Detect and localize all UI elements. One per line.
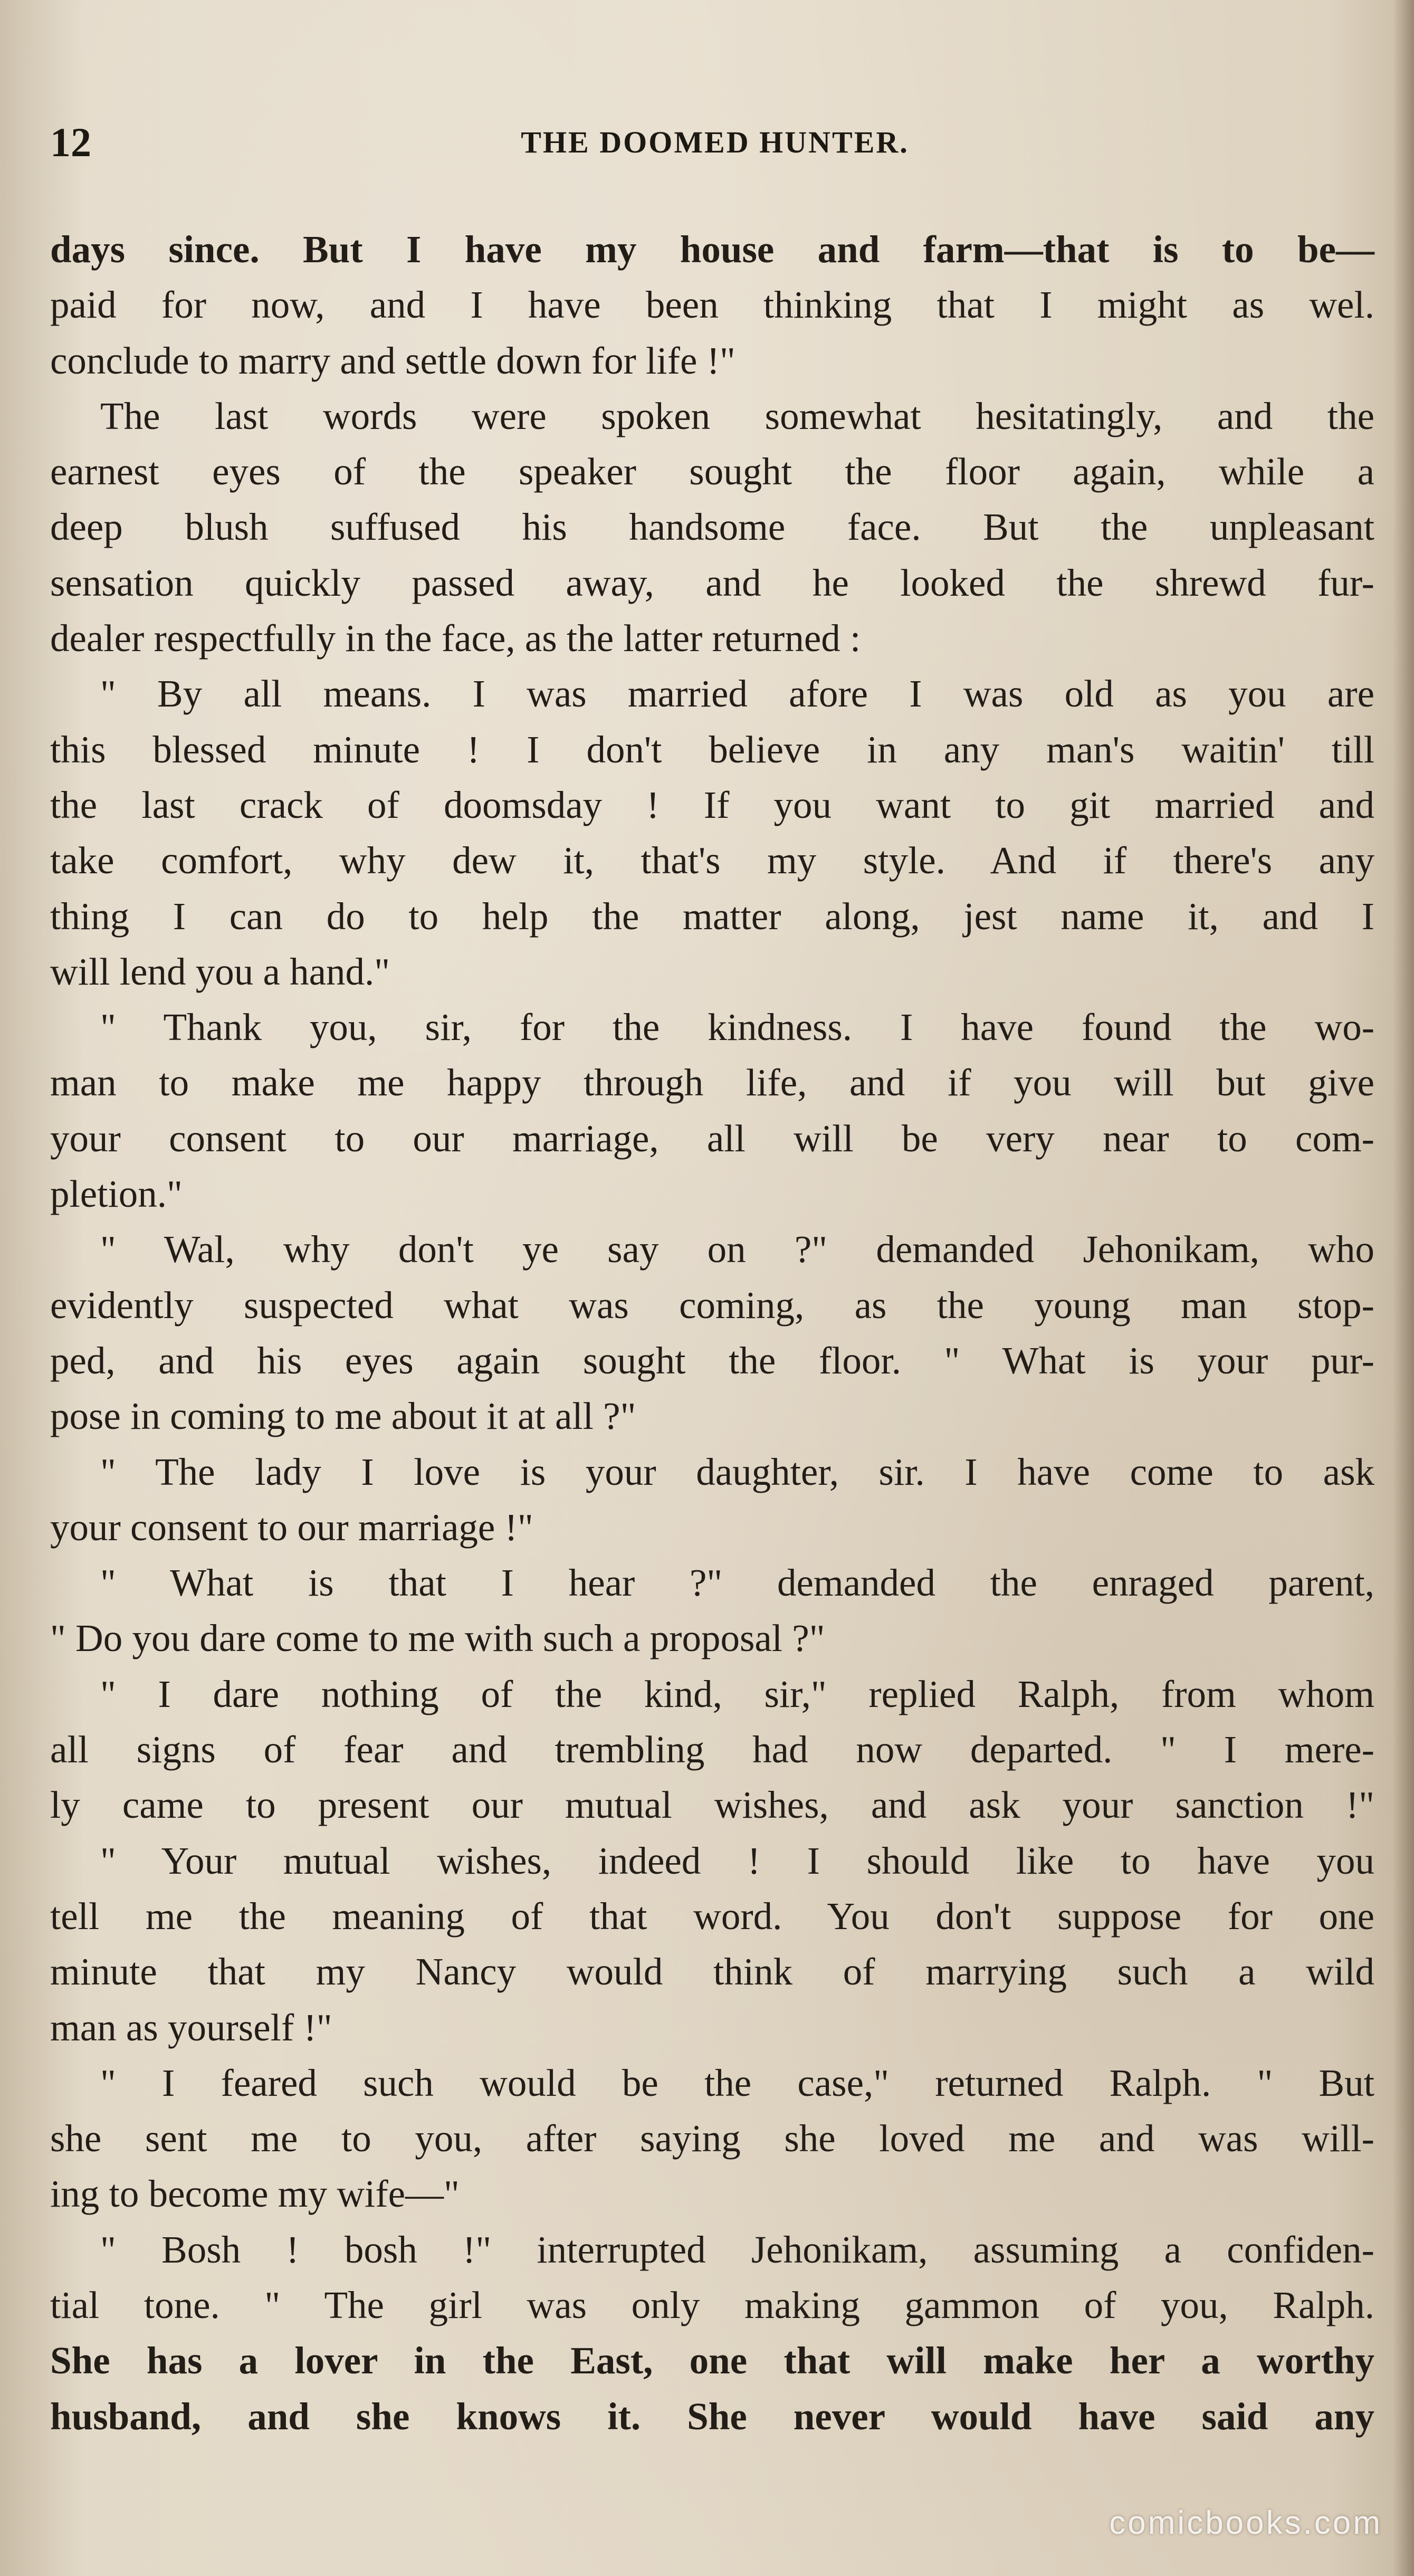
text-line: take comfort, why dew it, that's my style. And if there's any [50, 839, 1374, 882]
text-line: thing I can do to help the matter along, jest name it, and I [50, 894, 1374, 938]
text-line: pose in coming to me about it at all ?" [50, 1395, 636, 1438]
text-line: minute that my Nancy would think of marrying such a wild [50, 1950, 1374, 1993]
text-line: tial tone. " The girl was only making gammon of you, Ralph. [50, 2283, 1374, 2326]
text-line: " The lady I love is your daughter, sir. I have come to ask [100, 1450, 1374, 1493]
watermark: comicbooks.com [1109, 2505, 1382, 2541]
text-line: " Wal, why don't ye say on ?" demanded Jehonikam, who [100, 1228, 1374, 1271]
text-line: will lend you a hand." [50, 950, 390, 993]
text-line: " Thank you, sir, for the kindness. I have found the wo- [100, 1006, 1374, 1049]
text-line: ing to become my wife—" [50, 2172, 460, 2216]
text-line: sensation quickly passed away, and he looked the shrewd fur- [50, 561, 1374, 604]
text-line: all signs of fear and trembling had now departed. " I mere- [50, 1728, 1374, 1771]
text-line: " Bosh ! bosh !" interrupted Jehonikam, assuming a confiden- [100, 2228, 1374, 2271]
text-line: deep blush suffused his handsome face. But the unpleasant [50, 505, 1374, 549]
text-line: man as yourself !" [50, 2006, 332, 2049]
text-line: " I feared such would be the case," returned Ralph. " But [100, 2061, 1374, 2104]
text-line: this blessed minute ! I don't believe in any man's waitin' till [50, 728, 1374, 771]
text-line: she sent me to you, after saying she loved me and was will- [50, 2117, 1374, 2160]
text-line: pletion." [50, 1172, 183, 1216]
page-header [50, 113, 1380, 171]
text-line: " What is that I hear ?" demanded the enraged parent, [100, 1561, 1374, 1605]
text-line: paid for now, and I have been thinking that I might as wel. [50, 283, 1374, 327]
text-line: evidently suspected what was coming, as the young man stop- [50, 1283, 1374, 1327]
text-line: the last crack of doomsday ! If you want to git married and [50, 783, 1374, 826]
page-edge-shadow [1393, 0, 1414, 2576]
text-line: " I dare nothing of the kind, sir," replied Ralph, from whom [100, 1672, 1374, 1715]
text-line: dealer respectfully in the face, as the latter returned : [50, 617, 861, 660]
text-line: tell me the meaning of that word. You don't suppose for one [50, 1894, 1374, 1938]
text-line: earnest eyes of the speaker sought the floor again, while a [50, 450, 1374, 493]
text-line: " By all means. I was married afore I was old as you are [100, 672, 1374, 715]
text-line: The last words were spoken somewhat hesitatingly, and the [100, 394, 1374, 437]
text-line: ped, and his eyes again sought the floor. " What is your pur- [50, 1339, 1374, 1382]
running-title: THE DOOMED HUNTER. [521, 125, 909, 159]
text-line: your consent to our marriage, all will be very near to com- [50, 1117, 1374, 1160]
text-line: " Do you dare come to me with such a proposal ?" [50, 1617, 825, 1660]
text-line: " Your mutual wishes, indeed ! I should like to have you [100, 1839, 1374, 1882]
text-line: conclude to marry and settle down for life !" [50, 339, 735, 382]
body-text [50, 222, 1374, 2444]
page-number: 12 [50, 119, 91, 165]
text-line: She has a lover in the East, one that will make her a worthy [50, 2339, 1374, 2382]
text-line: days since. But I have my house and farm—that is to be— [50, 228, 1374, 271]
text-line: ly came to present our mutual wishes, and ask your sanction !" [50, 1783, 1374, 1827]
text-line: man to make me happy through life, and if you will but give [50, 1061, 1374, 1104]
text-line: husband, and she knows it. She never would have said any [50, 2394, 1374, 2438]
text-line: your consent to our marriage !" [50, 1505, 533, 1549]
